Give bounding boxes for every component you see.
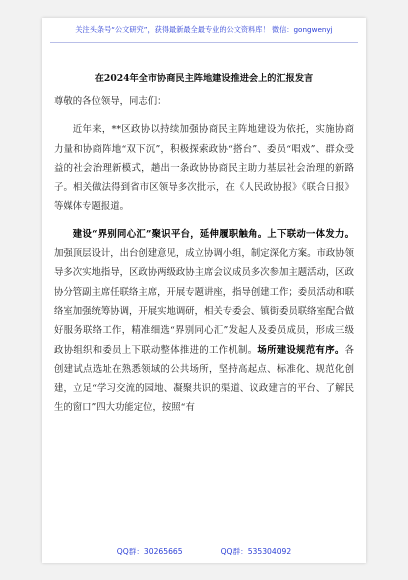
footer-contact bbox=[42, 546, 366, 557]
section-subheading: 场所建设规范有序。 bbox=[257, 344, 345, 356]
document-title: 在2024年全市协商民主阵地建设推进会上的汇报发言 bbox=[94, 73, 314, 84]
salutation: 尊敬的各位领导，同志们： bbox=[54, 96, 167, 107]
paragraph-intro: 近年来，**区政协以持续加强协商民主阵地建设为依托，实施协商力量和协商阵地“双下沉”，积极探索政协“搭台”、委员“唱戏”、群众受益的社会治理新模式，趟出一条政协协商民主助力基层社会治理的新路子。相关做法得到省市区领导多次批示，在《人民政协报》《联合日报》等媒体专题报道。 bbox=[54, 124, 354, 213]
header-promo-note: 关注头条号“公文研究”，获得最新最全最专业的公文资料库！ 微信：gongwenyj bbox=[75, 25, 333, 34]
document-body bbox=[54, 92, 354, 418]
header-divider bbox=[50, 42, 358, 43]
section-text: 加强顶层设计，出台创建意见，成立协调小组，制定深化方案。市政协领导多次实地指导，区政协两级政协主席会议成员多次参加主题活动，区政协分管副主席任联络主席，开展专题讲座，指导创建工作；委员活动和联络室加强统筹协调，开展实地调研，相关专委会、镇街委员联络室配合做好服务联络工作，精准细选“界别同心汇”发起人及委员成员，形成三级政协组织和委员上下联动整体推进的工作机制。 bbox=[54, 248, 355, 356]
document-page bbox=[42, 18, 366, 563]
footer-qq-group-2: QQ群：535304092 bbox=[220, 547, 292, 556]
paragraph-section-one bbox=[54, 225, 354, 418]
section-heading: 建设“界别同心汇”聚识平台，延伸履职触角。上下联动一体发力。 bbox=[72, 228, 354, 240]
section-text-continued: 各创建试点选址在熟悉领域的公共场所，坚持高起点、标准化、规范化创建，立足“学习交流的园地、凝聚共识的渠道、议政建言的平台、了解民生的窗口”四大功能定位，按照“有 bbox=[54, 344, 354, 414]
footer-qq-group-1: QQ群：30265665 bbox=[116, 547, 183, 556]
